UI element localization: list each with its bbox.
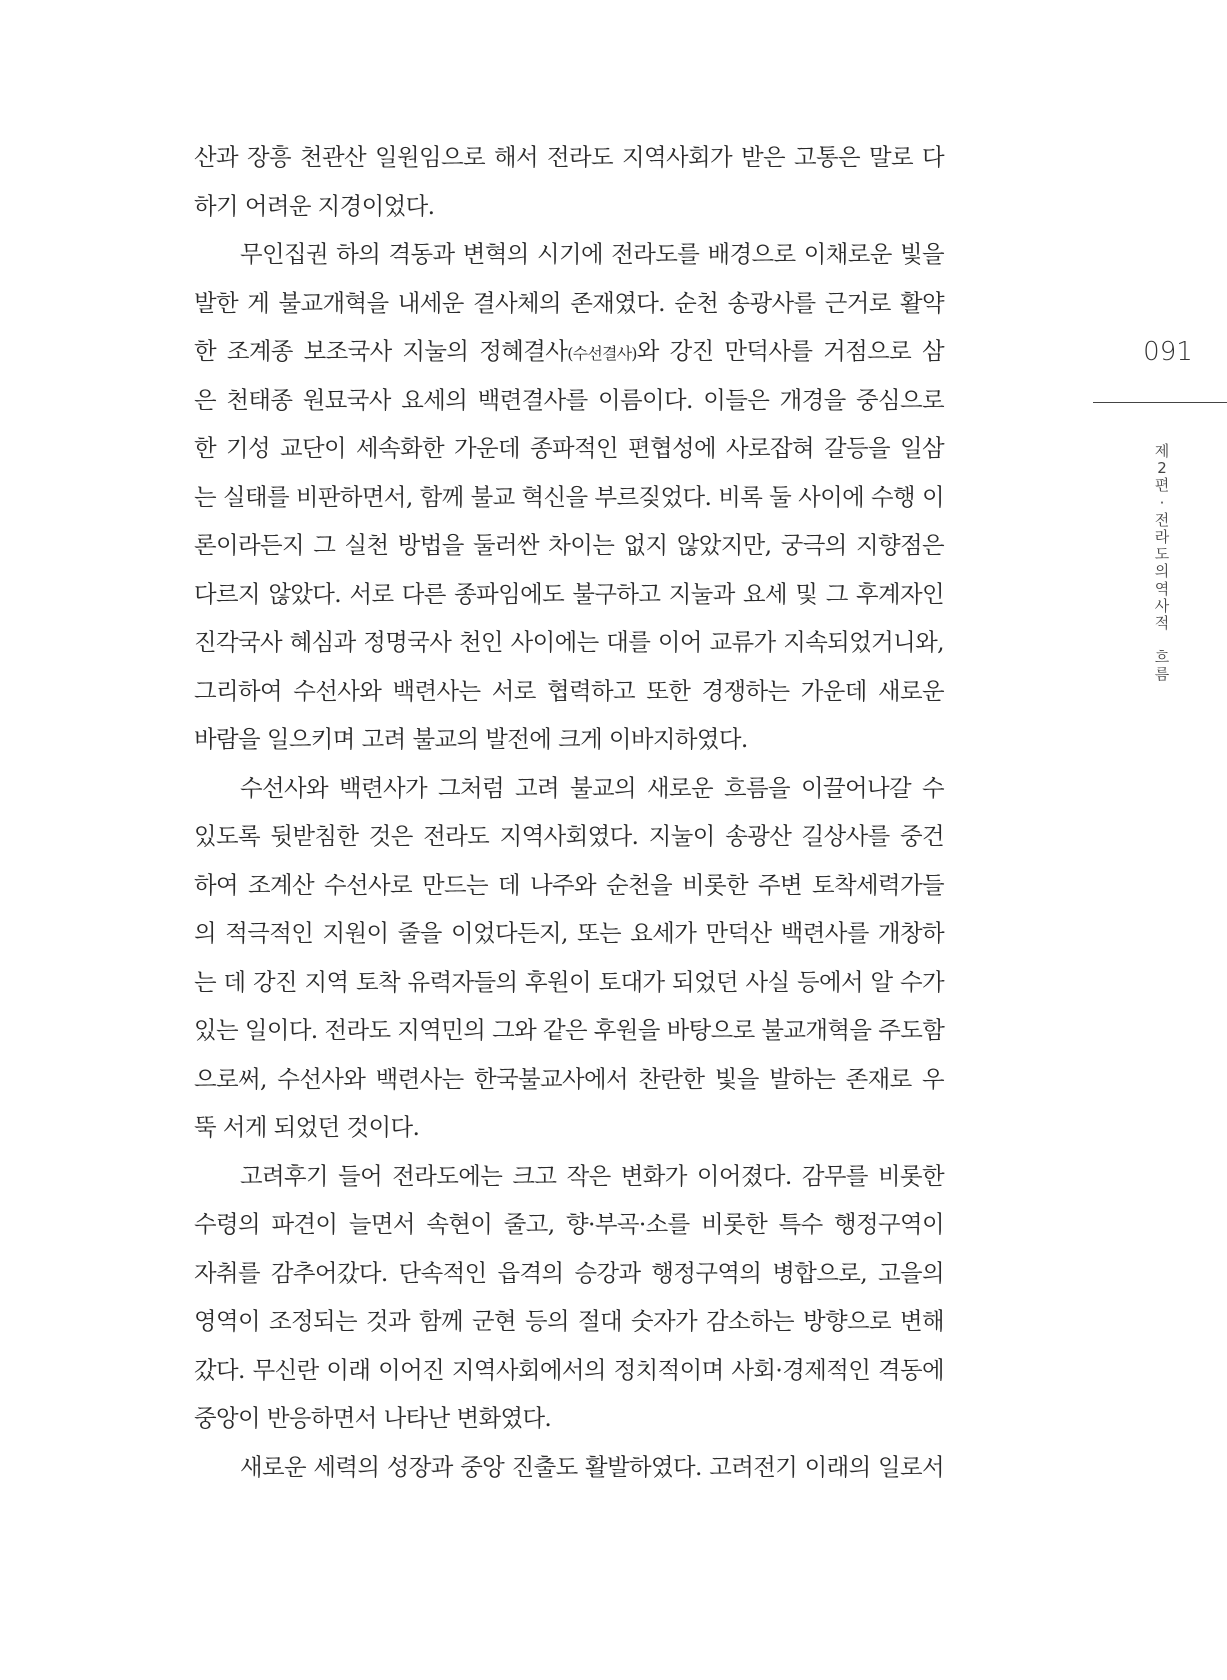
running-head-char: 역 xyxy=(1154,579,1170,598)
text-line: 바람을 일으키며 고려 불교의 발전에 크게 이바지하였다. xyxy=(194,725,748,753)
running-head xyxy=(1148,443,1176,684)
body-text xyxy=(194,133,944,1491)
header-divider xyxy=(1093,402,1227,403)
running-head-char: 2 xyxy=(1157,459,1167,478)
text-line: 고려후기 들어 전라도에는 크고 작은 변화가 이어졌다. 감무를 비롯한 xyxy=(240,1161,944,1190)
running-head-char: 라 xyxy=(1154,527,1170,546)
text-line: 있는 일이다. 전라도 지역민의 그와 같은 후원을 바탕으로 불교개혁을 주도함 xyxy=(194,1016,945,1044)
text-line: 그리하여 수선사와 백련사는 서로 협력하고 또한 경쟁하는 가운데 새로운 xyxy=(194,676,944,705)
text-line: 무인집권 하의 격동과 변혁의 시기에 전라도를 배경으로 이채로운 빛을 xyxy=(240,240,944,268)
running-head-char: 전 xyxy=(1154,510,1170,529)
text-line: 론이라든지 그 실천 방법을 둘러싼 차이는 없지 않았지만, 궁극의 지향점은 xyxy=(194,531,944,559)
text-line: 다르지 않았다. 서로 다른 종파임에도 불구하고 지눌과 요세 및 그 후계자인 xyxy=(194,579,944,608)
running-head-char: 편 xyxy=(1154,476,1170,495)
text-span: 한 조계종 보조국사 지눌의 정혜결사 xyxy=(194,337,568,365)
text-line: 하여 조계산 수선사로 만드는 데 나주와 순천을 비롯한 주변 토착세력가들 xyxy=(194,870,944,899)
text-line: 는 데 강진 지역 토착 유력자들의 후원이 토대가 되었던 사실 등에서 알 수가 xyxy=(194,967,944,996)
text-line: 의 적극적인 지원이 줄을 이었다든지, 또는 요세가 만덕산 백련사를 개창하 xyxy=(194,919,944,947)
parenthetical-note: (수선결사) xyxy=(567,344,637,363)
running-head-char: · xyxy=(1159,493,1165,512)
text-line: 있도록 뒷받침한 것은 전라도 지역사회였다. 지눌이 송광산 길상사를 중건 xyxy=(194,822,944,850)
running-head-char: 적 xyxy=(1154,613,1170,632)
text-line: 영역이 조정되는 것과 함께 군현 등의 절대 숫자가 감소하는 방향으로 변해 xyxy=(194,1307,944,1335)
text-line: 수선사와 백련사가 그처럼 고려 불교의 새로운 흐름을 이끌어나갈 수 xyxy=(240,773,944,802)
text-line: 발한 게 불교개혁을 내세운 결사체의 존재였다. 순천 송광사를 근거로 활약 xyxy=(194,288,944,317)
running-head-char: 사 xyxy=(1154,596,1170,615)
text-line: 한 기성 교단이 세속화한 가운데 종파적인 편협성에 사로잡혀 갈등을 일삼 xyxy=(194,434,944,462)
running-head-char: 름 xyxy=(1154,665,1170,684)
text-line: 는 실태를 비판하면서, 함께 불교 혁신을 부르짖었다. 비록 둘 사이에 수행 이 xyxy=(194,482,944,511)
text-line: 중앙이 반응하면서 나타난 변화였다. xyxy=(194,1404,552,1432)
text-line: 진각국사 혜심과 정명국사 천인 사이에는 대를 이어 교류가 지속되었거니와, xyxy=(194,628,944,656)
text-line: 산과 장흥 천관산 일원임으로 해서 전라도 지역사회가 받은 고통은 말로 다 xyxy=(194,143,944,171)
text-line: 자취를 감추어갔다. 단속적인 읍격의 승강과 행정구역의 병합으로, 고을의 xyxy=(194,1258,944,1287)
running-head-char: 흐 xyxy=(1154,648,1170,667)
text-line: 새로운 세력의 성장과 중앙 진출도 활발하였다. 고려전기 이래의 일로서 xyxy=(240,1452,944,1481)
text-line: 뚝 서게 되었던 것이다. xyxy=(194,1113,420,1141)
running-head-char: 제 xyxy=(1154,442,1170,460)
text-line: 은 천태종 원묘국사 요세의 백련결사를 이름이다. 이들은 개경을 중심으로 xyxy=(194,385,944,414)
text-line: 갔다. 무신란 이래 이어진 지역사회에서의 정치적이며 사회·경제적인 격동에 xyxy=(194,1355,944,1384)
text-span: 와 강진 만덕사를 거점으로 삼 xyxy=(636,337,944,365)
text-line: 으로써, 수선사와 백련사는 한국불교사에서 찬란한 빛을 발하는 존재로 우 xyxy=(194,1064,944,1093)
page-number: 091 xyxy=(1143,337,1193,367)
text-line: 하기 어려운 지경이었다. xyxy=(194,191,435,220)
text-line xyxy=(194,327,944,376)
running-head-char: 도 xyxy=(1154,545,1170,564)
running-head-char: 의 xyxy=(1154,562,1170,581)
text-line: 수령의 파견이 늘면서 속현이 줄고, 향·부곡·소를 비롯한 특수 행정구역이 xyxy=(194,1210,944,1238)
